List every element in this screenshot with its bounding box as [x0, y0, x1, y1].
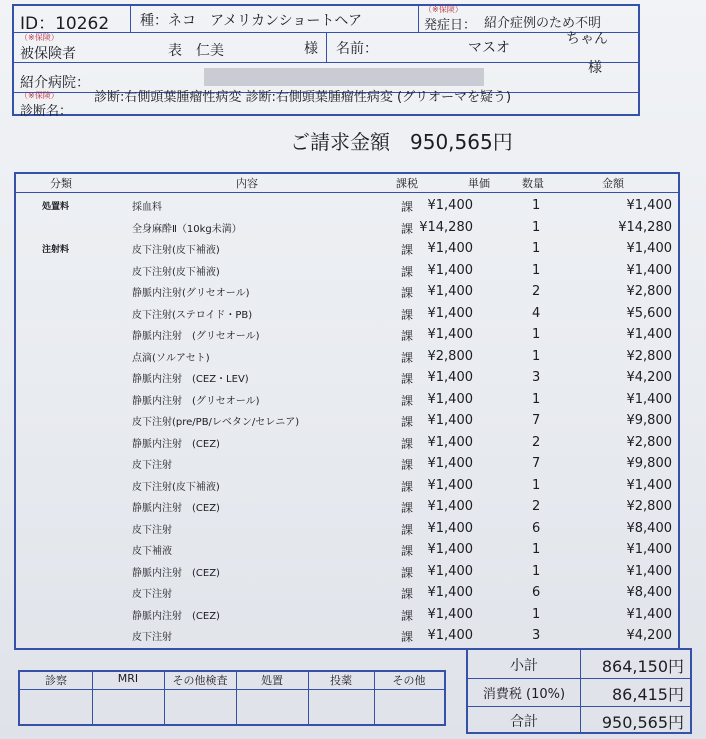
summary-box: [466, 648, 692, 734]
divider: [326, 32, 327, 62]
table-row: [16, 347, 678, 367]
table-row: [16, 304, 678, 324]
item-quantity: 1: [532, 563, 541, 579]
item-quantity: 1: [532, 606, 541, 622]
table-row: [16, 540, 678, 560]
item-quantity: 6: [532, 585, 541, 600]
item-quantity: 1: [532, 241, 541, 256]
item-tax-flag: 課: [401, 286, 414, 300]
table-row: [16, 454, 678, 474]
divider: [374, 672, 375, 724]
item-tax-flag: 課: [401, 458, 414, 472]
honorific-sama: 様: [588, 60, 602, 76]
hospital-label: 紹介病院：: [20, 75, 90, 91]
item-quantity: 1: [532, 219, 541, 235]
billing-total-title: ご請求金額 950,565円: [290, 130, 513, 154]
item-tax-flag: 課: [401, 479, 414, 494]
item-unit-price: ¥1,400: [427, 520, 473, 536]
tax-value: 86,415円: [612, 685, 684, 704]
table-row: [16, 282, 678, 302]
header-content: 内容: [236, 177, 258, 190]
item-unit-price: ¥1,400: [427, 585, 473, 600]
redacted-hospital-name: [204, 68, 484, 86]
pet-suffix: ちゃん: [566, 31, 608, 47]
item-amount: ¥1,400: [626, 606, 672, 622]
item-description: 静脈内注射 (グリセオール): [132, 331, 260, 342]
species: 種：ネコ アメリカンショートヘア: [140, 13, 362, 29]
item-quantity: 4: [532, 305, 541, 321]
item-description: 全身麻酔Ⅱ（10kg未満）: [132, 223, 242, 235]
item-unit-price: ¥1,400: [427, 499, 473, 514]
header-category: 分類: [50, 177, 72, 190]
onset-note: （※保険）: [424, 5, 463, 14]
item-amount: ¥14,280: [618, 219, 672, 235]
item-unit-price: ¥1,400: [427, 305, 473, 321]
table-row: [16, 196, 678, 216]
item-quantity: 7: [532, 456, 541, 471]
diagnosis-label: 診断名：: [20, 104, 73, 119]
item-quantity: 1: [532, 542, 541, 557]
item-tax-flag: 課: [401, 522, 414, 537]
item-quantity: 1: [532, 391, 541, 407]
owner-name: 表 仁美: [168, 43, 224, 59]
item-quantity: 7: [532, 413, 541, 428]
item-description: 皮下注射(ステロイド・PB): [132, 309, 253, 321]
item-tax-flag: 課: [401, 393, 414, 408]
total-value: 950,565円: [601, 713, 684, 732]
col-header-treatment: 処置: [236, 672, 308, 690]
item-amount: ¥8,400: [626, 520, 672, 536]
item-description: 皮下補液: [132, 546, 172, 557]
honorific-sama: 様: [304, 41, 318, 57]
item-unit-price: ¥1,400: [427, 628, 473, 643]
category-label: 注射料: [42, 245, 70, 255]
item-description: 皮下注射: [132, 632, 172, 643]
row-owner-name: [14, 32, 638, 63]
category-summary-table: [18, 670, 446, 726]
item-unit-price: ¥1,400: [427, 241, 473, 256]
item-unit-price: ¥1,400: [427, 563, 473, 579]
item-quantity: 2: [532, 499, 541, 514]
item-tax-flag: 課: [401, 307, 414, 322]
pet-name-label: 名前：: [336, 41, 378, 57]
header-quantity: 数量: [522, 177, 544, 190]
insured-label: 被保険者: [20, 46, 76, 62]
item-tax-flag: 課: [401, 587, 414, 601]
total-label: 合計: [510, 714, 538, 730]
table-row: [16, 476, 678, 496]
item-tax-flag: 課: [401, 608, 414, 623]
item-quantity: 6: [532, 520, 541, 536]
item-amount: ¥1,400: [626, 542, 672, 557]
item-quantity: 1: [532, 348, 541, 364]
item-quantity: 1: [532, 327, 541, 342]
item-unit-price: ¥1,400: [427, 370, 473, 385]
item-tax-flag: 課: [401, 565, 414, 580]
table-row: [16, 390, 678, 410]
item-tax-flag: 課: [401, 264, 414, 279]
item-amount: ¥1,400: [626, 327, 672, 342]
item-unit-price: ¥1,400: [427, 477, 473, 493]
category-label: 処置料: [42, 202, 70, 212]
item-amount: ¥1,400: [626, 241, 672, 256]
itemized-table: [14, 172, 680, 650]
item-tax-flag: 課: [401, 415, 414, 429]
item-amount: ¥9,800: [626, 456, 672, 471]
divider: [164, 672, 165, 724]
col-header-medication: 投薬: [308, 672, 374, 690]
col-header-exam: 診察: [20, 672, 92, 690]
table-row: [16, 626, 678, 646]
tax-label: 消費税 (10%): [482, 687, 566, 702]
item-unit-price: ¥1,400: [427, 391, 473, 407]
table-row: [16, 411, 678, 431]
item-tax-flag: 課: [401, 350, 414, 365]
item-description: 静脈内注射(グリセオール): [132, 288, 250, 299]
row-diagnosis: [14, 90, 638, 119]
item-unit-price: ¥1,400: [427, 456, 473, 471]
header-tax: 課税: [396, 177, 418, 190]
onset-label: 発症日：: [424, 18, 477, 33]
subtotal-label: 小計: [510, 658, 538, 674]
item-unit-price: ¥2,800: [427, 348, 473, 364]
item-amount: ¥9,800: [626, 413, 672, 428]
pet-name: マスオ: [468, 40, 510, 56]
table-header: [16, 174, 678, 193]
total-row: [468, 706, 690, 734]
table-row: [16, 368, 678, 388]
item-amount: ¥2,800: [626, 499, 672, 514]
item-unit-price: ¥1,400: [427, 542, 473, 557]
table-row: [16, 239, 678, 259]
item-description: 静脈内注射 (CEZ): [132, 503, 220, 514]
item-quantity: 1: [532, 198, 541, 213]
item-unit-price: ¥1,400: [427, 327, 473, 342]
item-tax-flag: 課: [401, 221, 414, 236]
item-unit-price: ¥1,400: [427, 434, 473, 450]
item-amount: ¥1,400: [626, 198, 672, 213]
diagnosis-note: （※保険）: [20, 91, 59, 100]
item-amount: ¥1,400: [626, 477, 672, 493]
item-quantity: 2: [532, 284, 541, 299]
divider: [236, 672, 237, 724]
table-row: [16, 218, 678, 238]
item-quantity: 2: [532, 434, 541, 450]
item-amount: ¥8,400: [626, 585, 672, 600]
item-tax-flag: 課: [401, 243, 414, 257]
item-amount: ¥5,600: [626, 305, 672, 321]
item-quantity: 1: [532, 262, 541, 278]
diagnosis-value: 診断:右側頭葉腫瘤性病変 診断:右側頭葉腫瘤性病変 (グリオーマを疑う): [94, 90, 512, 105]
item-quantity: 1: [532, 477, 541, 493]
col-header-other: その他: [374, 672, 444, 690]
item-amount: ¥2,800: [626, 434, 672, 450]
table-row: [16, 562, 678, 582]
item-amount: ¥1,400: [626, 262, 672, 278]
header-amount: 金額: [602, 177, 624, 190]
item-description: 皮下注射(皮下補液): [132, 481, 220, 493]
divider: [308, 672, 309, 724]
item-amount: ¥1,400: [626, 391, 672, 407]
item-unit-price: ¥1,400: [427, 198, 473, 213]
item-amount: ¥2,800: [626, 348, 672, 364]
item-description: 点滴(ソルアセト): [132, 352, 210, 364]
item-description: 静脈内注射 (グリセオール): [132, 395, 260, 407]
patient-info-box: [12, 4, 640, 119]
item-quantity: 3: [532, 370, 541, 385]
table-row: [16, 325, 678, 345]
item-amount: ¥4,200: [626, 370, 672, 385]
table-row: [16, 497, 678, 517]
subtotal-value: 864,150円: [601, 657, 684, 676]
item-amount: ¥4,200: [626, 628, 672, 643]
tax-row: [468, 678, 690, 707]
item-tax-flag: 課: [401, 501, 414, 515]
item-description: 静脈内注射 (CEZ): [132, 438, 220, 450]
table-row: [16, 519, 678, 539]
item-description: 皮下注射: [132, 460, 172, 471]
item-description: 静脈内注射 (CEZ・LEV): [132, 374, 249, 385]
item-description: 皮下注射(皮下補液): [132, 245, 220, 256]
row-id-species: [14, 6, 638, 33]
item-quantity: 3: [532, 628, 541, 643]
item-unit-price: ¥1,400: [427, 262, 473, 278]
item-amount: ¥2,800: [626, 284, 672, 299]
table-row: [16, 583, 678, 603]
onset-value: 紹介症例のため不明: [484, 16, 602, 31]
item-description: 皮下注射: [132, 589, 172, 600]
item-description: 皮下注射(pre/PB/レベタン/セレニア): [132, 417, 300, 428]
divider: [130, 6, 131, 32]
item-tax-flag: 課: [401, 200, 414, 214]
divider: [418, 6, 419, 32]
table-row: [16, 433, 678, 453]
item-tax-flag: 課: [401, 436, 414, 451]
header-unit-price: 単価: [468, 177, 490, 190]
item-description: 静脈内注射 (CEZ): [132, 567, 220, 579]
col-header-mri: MRI: [92, 672, 164, 690]
item-unit-price: ¥14,280: [419, 219, 473, 235]
item-tax-flag: 課: [401, 544, 414, 558]
item-tax-flag: 課: [401, 630, 414, 644]
item-description: 皮下注射(皮下補液): [132, 266, 220, 278]
table-row: [16, 261, 678, 281]
item-description: 静脈内注射 (CEZ): [132, 610, 220, 622]
item-tax-flag: 課: [401, 329, 414, 343]
table-row: [16, 605, 678, 625]
subtotal-row: [468, 650, 690, 679]
insured-note: （※保険）: [20, 33, 59, 42]
item-unit-price: ¥1,400: [427, 606, 473, 622]
col-header-other-tests: その他検査: [164, 672, 236, 690]
divider: [92, 672, 93, 724]
item-unit-price: ¥1,400: [427, 413, 473, 428]
patient-id: ID：10262: [20, 14, 110, 34]
item-description: 皮下注射: [132, 524, 172, 536]
item-unit-price: ¥1,400: [427, 284, 473, 299]
item-description: 採血料: [132, 202, 162, 213]
item-amount: ¥1,400: [626, 563, 672, 579]
item-tax-flag: 課: [401, 372, 414, 386]
